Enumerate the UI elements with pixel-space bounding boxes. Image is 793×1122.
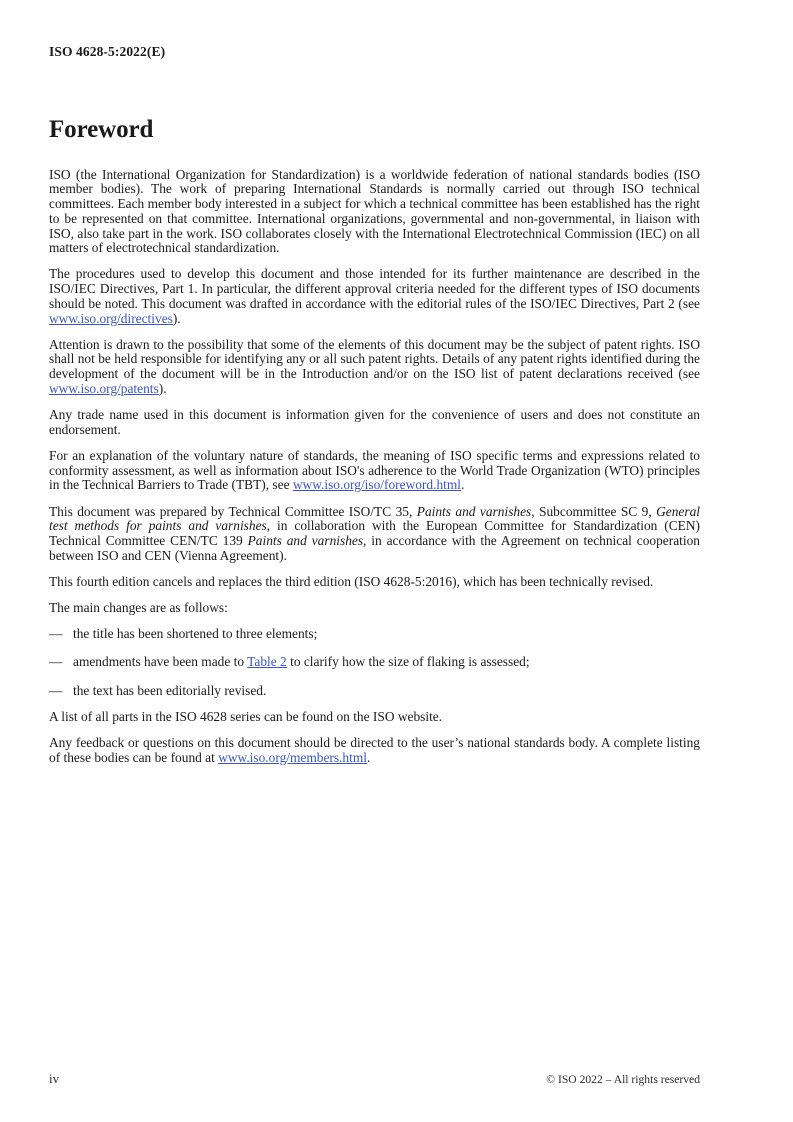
link-iso-foreword[interactable]: www.iso.org/iso/foreword.html (292, 477, 461, 493)
committee-title-tc35: Paints and varnishes (416, 503, 532, 519)
paragraph-main-changes-intro: The main changes are as follows: (49, 600, 228, 616)
committee-text-2: , Subcommittee SC 9, (531, 503, 657, 519)
link-iso-members[interactable]: www.iso.org/members.html (218, 749, 367, 765)
footer-page-number: iv (49, 1071, 60, 1086)
committee-text-3: , in collaboration with the European Committee for Standardization (CEN) Technical Committee CEN/TC 139 (49, 518, 700, 548)
link-iso-patents[interactable]: www.iso.org/patents (49, 380, 159, 396)
paragraph-feedback-text-after: . (366, 749, 371, 765)
committee-text-4: , in accordance with the Agreement on technical cooperation between ISO and CEN (Vienna Agreement). (49, 532, 700, 563)
foreword-body (49, 144, 700, 766)
main-changes-list (49, 627, 700, 698)
list-dash-icon: — (49, 654, 63, 670)
page-content (49, 44, 700, 765)
paragraph-committee (49, 505, 700, 564)
paragraph-edition-notice: This fourth edition cancels and replaces the third edition (ISO 4628-5:2016), which has been technically revised. (49, 573, 654, 589)
paragraph-feedback-text-before: Any feedback or questions on this document should be directed to the user’s national standards body. A complete listing of these bodies can be found at (49, 735, 700, 765)
list-item-title-shortened-text: the title has been shortened to three elements; (73, 626, 318, 642)
committee-text-1: This document was prepared by Technical Committee ISO/TC 35, (49, 503, 417, 519)
page-title: Foreword (49, 116, 154, 144)
list-item-amendments (49, 655, 700, 670)
paragraph-trade-name: Any trade name used in this document is information given for the convenience of users and does not constitute an endorsement. (49, 407, 700, 437)
committee-title-cen139: Paints and varnishes (247, 532, 364, 548)
page-footer (49, 1071, 700, 1087)
paragraph-procedures (49, 267, 700, 326)
paragraph-parts-list: A list of all parts in the ISO 4628 series can be found on the ISO website. (49, 708, 443, 724)
list-item-editorial-revision-text: the text has been editorially revised. (73, 682, 267, 698)
paragraph-patent-rights-text-before: Attention is drawn to the possibility that some of the elements of this document may be the subject of patent rights. ISO shall not be held responsible for identifying any or all such patent rights. Details of any patent rights identified during the development of the document will be in the Introduction and/or on the ISO list of patent declarations received (see (49, 336, 700, 382)
list-item-amendments-text-after: to clarify how the size of flaking is assessed; (286, 654, 530, 670)
paragraph-procedures-text-before: The procedures used to develop this document and those intended for its further maintenance are described in the ISO/IEC Directives, Part 1. In particular, the different approval criteria needed for the different types of ISO documents should be noted. This document was drafted in accordance with the editorial rules of the ISO/IEC Directives, Part 2 (see (49, 266, 700, 311)
xref-table-2[interactable]: Table 2 (247, 654, 287, 670)
paragraph-procedures-text-after: ). (172, 310, 181, 326)
list-item-editorial-revision (49, 684, 700, 699)
link-iso-directives[interactable]: www.iso.org/directives (49, 310, 173, 326)
paragraph-voluntary-nature-text-after: . (461, 477, 465, 493)
list-item-amendments-text-before: amendments have been made to (73, 654, 248, 670)
paragraph-voluntary-nature (49, 449, 700, 493)
list-dash-icon: — (49, 626, 63, 642)
footer-copyright: © ISO 2022 – All rights reserved (546, 1073, 700, 1086)
document-reference-header: ISO 4628-5:2022(E) (49, 44, 166, 59)
paragraph-patent-rights (49, 338, 700, 397)
list-item-title-shortened (49, 627, 700, 642)
paragraph-patent-rights-text-after: ). (158, 380, 167, 396)
paragraph-voluntary-nature-text-before: For an explanation of the voluntary nature of standards, the meaning of ISO specific terms and expressions related to conformity assessment, as well as information about ISO's adherence to the World Trade Organization (WTO) principles in the Technical Barriers to Trade (TBT), see (49, 447, 700, 493)
paragraph-iso-description: ISO (the International Organization for Standardization) is a worldwide federation of national standards bodies (ISO member bodies). The work of preparing International Standards is normally carried out through ISO technical committees. Each member body interested in a subject for which a technical committee has been established has the right to be represented on that committee. International organizations, governmental and non-governmental, in liaison with ISO, also take part in the work. ISO collaborates closely with the International Electrotechnical Commission (IEC) on all matters of electrotechnical standardization. (49, 166, 700, 256)
list-dash-icon: — (49, 682, 63, 698)
committee-title-sc9: General test methods for paints and varnishes (49, 503, 700, 534)
paragraph-feedback (49, 736, 700, 765)
